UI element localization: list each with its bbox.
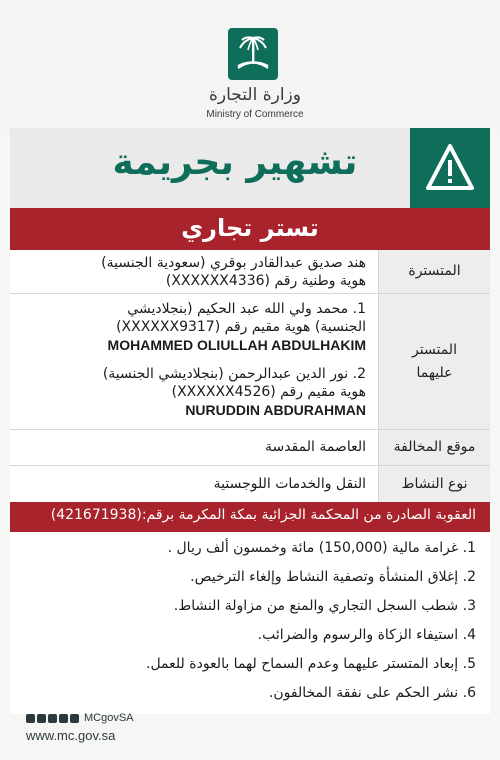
youtube-icon[interactable] bbox=[70, 714, 79, 723]
warning-triangle-icon bbox=[410, 128, 490, 208]
facebook-icon[interactable] bbox=[37, 714, 46, 723]
title-band bbox=[10, 128, 490, 208]
ministry-logo bbox=[200, 22, 310, 127]
website-link[interactable]: www.mc.gov.sa bbox=[26, 728, 116, 743]
table-row-location bbox=[10, 430, 490, 466]
penalty-list bbox=[10, 532, 490, 714]
list-item: 5. إبعاد المتستر عليهما وعدم السماح لهما بالعودة للعمل. bbox=[146, 656, 476, 672]
activity-label: نوع النشاط bbox=[378, 466, 490, 502]
concealed-label-line-2: عليهما bbox=[416, 364, 453, 381]
concealed-label bbox=[378, 294, 490, 429]
person1-line-2: الجنسية) هوية مقيم رقم (XXXXXX9317) bbox=[116, 319, 366, 336]
twitter-icon[interactable] bbox=[26, 714, 35, 723]
subtitle: تستر تجاري bbox=[181, 214, 319, 242]
subtitle-band bbox=[10, 208, 490, 250]
activity-text: النقل والخدمات اللوجستية bbox=[213, 475, 366, 492]
person2-name-english: NURUDDIN ABDURAHMAN bbox=[185, 401, 366, 418]
penalty-header-band bbox=[10, 502, 490, 532]
ministry-name-arabic: وزارة التجارة bbox=[209, 85, 301, 105]
list-item: 6. نشر الحكم على نفقة المخالفون. bbox=[268, 685, 476, 701]
palm-swords-emblem-icon bbox=[228, 28, 278, 80]
header-area bbox=[0, 0, 500, 130]
person1-name-english: MOHAMMED OLIULLAH ABDULHAKIM bbox=[107, 337, 366, 354]
location-label: موقع المخالفة bbox=[378, 430, 490, 465]
list-item: 1. غرامة مالية (150,000) مائة وخمسون ألف ريال . bbox=[167, 540, 476, 556]
ministry-name-english: Ministry of Commerce bbox=[206, 109, 304, 120]
footer bbox=[0, 714, 500, 760]
social-icons bbox=[26, 714, 79, 726]
concealer-value bbox=[10, 250, 378, 293]
location-value bbox=[10, 430, 378, 465]
person2-line-2: هوية مقيم رقم (XXXXXX4526) bbox=[171, 383, 366, 400]
warning-badge bbox=[410, 128, 490, 208]
list-item: 3. شطب السجل التجاري والمنع من مزاولة النشاط. bbox=[173, 598, 476, 614]
instagram-icon[interactable] bbox=[48, 714, 57, 723]
concealed-label-line-1: المتستر bbox=[412, 342, 457, 359]
social-handle[interactable]: MCgovSA bbox=[84, 712, 134, 724]
list-item: 4. استيفاء الزكاة والرسوم والضرائب. bbox=[257, 627, 476, 643]
table-row-activity bbox=[10, 466, 490, 502]
penalty-header: العقوبة الصادرة من المحكمة الجزائية بمكة المكرمة برقم:(421671938) bbox=[50, 507, 476, 523]
concealer-label: المتسترة bbox=[378, 250, 490, 293]
table-row-concealer bbox=[10, 250, 490, 294]
info-table bbox=[10, 250, 490, 502]
concealer-line-2: هوية وطنية رقم (XXXXXX4336) bbox=[165, 273, 366, 290]
table-row-concealed bbox=[10, 294, 490, 430]
snapchat-icon[interactable] bbox=[59, 714, 68, 723]
location-text: العاصمة المقدسة bbox=[264, 439, 366, 456]
person2-line-1: 2. نور الدين عبدالرحمن (بنجلاديشي الجنسية) bbox=[102, 365, 366, 382]
activity-value bbox=[10, 466, 378, 502]
list-item: 2. إغلاق المنشأة وتصفية النشاط وإلغاء الترخيص. bbox=[190, 569, 476, 585]
concealed-value bbox=[10, 294, 378, 429]
page-title: تشهير بجريمة bbox=[112, 142, 358, 183]
person1-line-1: 1. محمد ولي الله عبد الحكيم (بنجلاديشي bbox=[127, 301, 366, 317]
concealer-line-1: هند صديق عبدالقادر بوقري (سعودية الجنسية) bbox=[101, 255, 366, 271]
